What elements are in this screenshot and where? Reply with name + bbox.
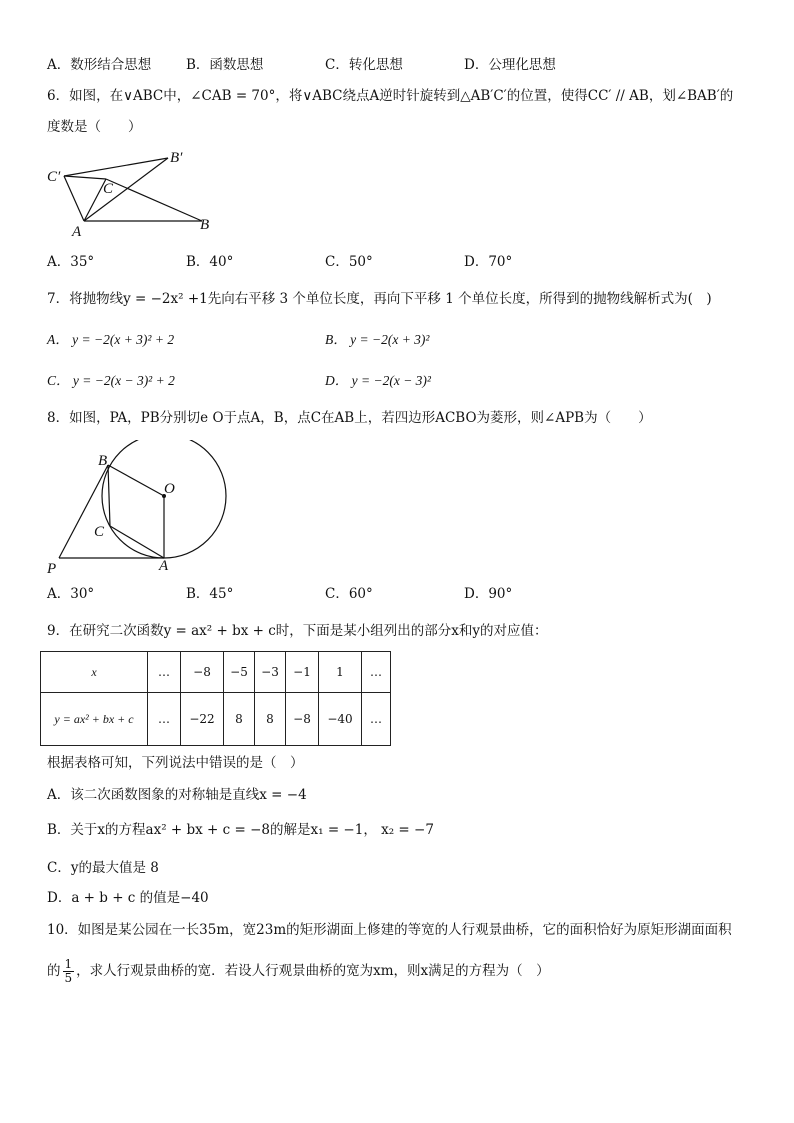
q10-fraction xyxy=(63,958,75,985)
table-cell: … xyxy=(362,693,391,746)
table-cell: 1 xyxy=(319,652,362,693)
q8-segment-bo xyxy=(108,465,164,496)
q10-stem-suffix: ，求人行观景曲桥的宽．若设人行观景曲桥的宽为xm，则x满足的方程为（ ） xyxy=(76,963,550,979)
q9-table-row-y xyxy=(41,693,391,746)
table-cell: … xyxy=(362,652,391,693)
q8-label-b: B xyxy=(98,453,108,469)
table-cell: … xyxy=(148,652,181,693)
table-cell: −40 xyxy=(319,693,362,746)
q7-option-d: D． y = −2(x − 3)² xyxy=(325,373,431,388)
q9-option-d: D．a + b + c 的值是−40 xyxy=(47,890,209,906)
q9-value-table xyxy=(40,651,391,746)
q6-option-c: C．50° xyxy=(325,254,373,270)
q6-segment-c1a xyxy=(64,176,84,221)
q8-option-c: C．60° xyxy=(325,586,373,602)
table-cell: … xyxy=(148,693,181,746)
q6-segment-c1c xyxy=(64,176,106,179)
q9-table-row-x xyxy=(41,652,391,693)
q8-option-b: B．45° xyxy=(186,586,234,602)
q8-option-d: D．90° xyxy=(464,586,513,602)
table-cell: 8 xyxy=(224,693,255,746)
q9-option-a: A．该二次函数图象的对称轴是直线x = −4 xyxy=(47,787,307,803)
q6-segment-ab1 xyxy=(84,158,168,221)
q6-label-c: C xyxy=(103,181,114,197)
q7-option-a: A． y = −2(x + 3)² + 2 xyxy=(47,332,175,347)
table-cell: 8 xyxy=(255,693,286,746)
table-cell: x xyxy=(41,652,148,693)
q8-segment-bc xyxy=(108,465,110,526)
q6-segment-cb xyxy=(106,179,202,221)
q8-tangent-circle-figure xyxy=(40,440,240,580)
q6-label-a: A xyxy=(72,224,82,240)
table-cell: −8 xyxy=(181,652,224,693)
q6-label-c1: C′ xyxy=(47,169,61,185)
q5-option-d: D．公理化思想 xyxy=(464,57,556,73)
q6-stem-line2: 度数是（ ） xyxy=(47,119,142,135)
q8-segment-ca xyxy=(110,526,164,558)
q10-stem-prefix: 的 xyxy=(47,963,61,979)
q5-option-c: C．转化思想 xyxy=(325,57,403,73)
q5-option-a: A．数形结合思想 xyxy=(47,57,152,73)
q7-stem: 7．将抛物线y = −2x² +1先向右平移 3 个单位长度，再向下平移 1 个单位长度，所得到的抛物线解析式为( ) xyxy=(47,291,712,307)
table-cell: −8 xyxy=(286,693,319,746)
q6-option-a: A．35° xyxy=(47,254,95,270)
q6-option-b: B．40° xyxy=(186,254,234,270)
q8-label-o: O xyxy=(164,481,175,497)
q9-option-b: B．关于x的方程ax² + bx + c = −8的解是x₁ = −1， x₂ = −7 xyxy=(47,822,434,838)
q7-option-b: B． y = −2(x + 3)² xyxy=(325,332,430,347)
q7-option-c: C． y = −2(x − 3)² + 2 xyxy=(47,373,175,388)
q8-tangent-pb xyxy=(59,465,108,558)
q10-fraction-numerator: 1 xyxy=(64,957,73,971)
q8-option-a: A．30° xyxy=(47,586,95,602)
q6-label-b: B xyxy=(200,217,210,233)
q5-option-b: B．函数思想 xyxy=(186,57,264,73)
table-cell: −3 xyxy=(255,652,286,693)
table-cell: −5 xyxy=(224,652,255,693)
q6-stem-line1: 6．如图，在∨ABC中，∠CAB = 70°，将∨ABC绕点A逆时针旋转到△AB′C′的位置，使得CC′ // AB，划∠BAB′的 xyxy=(47,88,734,104)
table-cell: −22 xyxy=(181,693,224,746)
q9-option-c: C．y的最大值是 8 xyxy=(47,860,159,876)
q8-label-c: C xyxy=(94,524,105,540)
q10-stem-line1: 10．如图是某公园在一长35m，宽23m的矩形湖面上修建的等宽的人行观景曲桥，它的面积恰好为原矩形湖面面积 xyxy=(47,922,732,938)
table-cell: −1 xyxy=(286,652,319,693)
q8-stem: 8．如图，PA，PB分别切e O于点A，B，点C在AB上，若四边形ACBO为菱形，则∠APB为（ ） xyxy=(47,410,652,426)
q9-stem: 9．在研究二次函数y = ax² + bx + c时，下面是某小组列出的部分x和y的对应值： xyxy=(47,623,548,639)
q8-label-a: A xyxy=(159,558,169,574)
q10-stem-line2 xyxy=(47,957,550,985)
table-cell: y = ax² + bx + c xyxy=(41,693,148,746)
q9-question: 根据表格可知，下列说法中错误的是（ ） xyxy=(47,755,304,771)
q6-rotation-figure xyxy=(40,145,230,240)
q6-segment-c1b1 xyxy=(64,158,168,176)
q10-fraction-denominator: 5 xyxy=(64,971,73,985)
q6-option-d: D．70° xyxy=(464,254,513,270)
q6-label-b1: B′ xyxy=(170,150,183,166)
q8-label-p: P xyxy=(47,561,57,577)
